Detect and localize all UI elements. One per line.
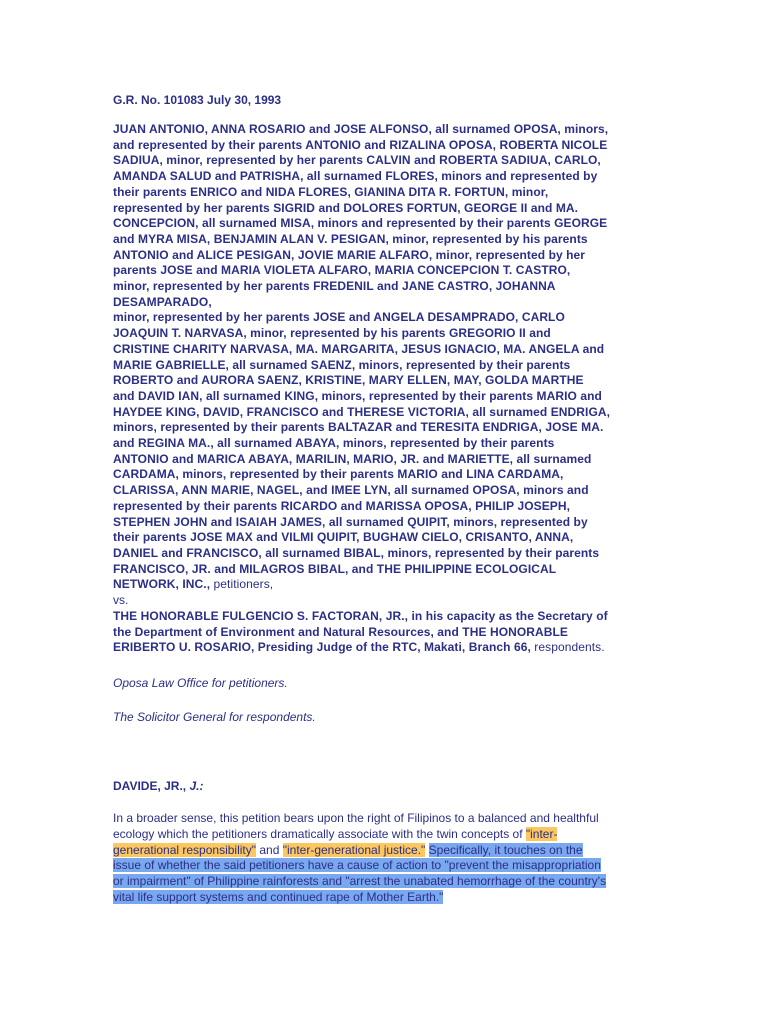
opinion-line [113, 843, 658, 859]
petitioners-label: petitioners, [210, 577, 274, 592]
party-line: AMANDA SALUD and PATRISHA, all surnamed FLORES, minors and represented by [113, 169, 598, 184]
respondents-last-line [113, 640, 658, 656]
opinion-line [113, 827, 658, 843]
party-line: minor, represented by her parents FREDENIL and JANE CASTRO, JOHANNA [113, 279, 556, 294]
opinion-text: ecology which the petitioners dramatically associate with the twin concepts of [113, 826, 526, 841]
party-line: the Department of Environment and Natural Resources, and THE HONORABLE [113, 624, 568, 639]
party-line: THE HONORABLE FULGENCIO S. FACTORAN, JR., in his capacity as the Secretary of [113, 608, 608, 623]
party-line: and REGINA MA., all surnamed ABAYA, minors, represented by their parents [113, 436, 555, 451]
opinion-paragraph [113, 811, 658, 906]
party-line: minors, represented by their parents BALTAZAR and TERESITA ENDRIGA, JOSE MA. [113, 420, 604, 435]
case-content [113, 93, 658, 904]
party-line: ANTONIO and ALICE PESIGAN, JOVIE MARIE ALFARO, minor, represented by her [113, 247, 586, 262]
opinion-line [113, 874, 658, 890]
party-line: represented by her parents SIGRID and DOLORES FORTUN, GEORGE II and MA. [113, 200, 579, 215]
party-line: HAYDEE KING, DAVID, FRANCISCO and THERESE VICTORIA, all surnamed ENDRIGA, [113, 404, 611, 419]
party-line: SADIUA, minor, represented by her parents CALVIN and ROBERTA SADIUA, CARLO, [113, 153, 601, 168]
versus-label: vs. [113, 593, 129, 608]
petitioners-block [113, 122, 658, 577]
ponente [113, 779, 203, 793]
party-line: their parents JOSE MAX and VILMI QUIPIT, BUGHAW CIELO, CRISANTO, ANNA, [113, 530, 574, 545]
highlight-orange[interactable]: generational responsibility" [113, 842, 257, 857]
party-line: DESAMPARADO, [113, 294, 212, 309]
counsel-petitioners: Oposa Law Office for petitioners. [113, 676, 288, 690]
party-line: represented by their parents RICARDO and MARISSA OPOSA, PHILIP JOSEPH, [113, 498, 571, 513]
highlight-blue[interactable]: issue of whether the said petitioners have a cause of action to "prevent the misappropriation [113, 858, 601, 873]
party-line: ANTONIO and MARICA ABAYA, MARILIN, MARIO, JR. and MARIETTE, all surnamed [113, 451, 592, 466]
party-line: their parents ENRICO and NIDA FLORES, GIANINA DITA R. FORTUN, minor, [113, 184, 549, 199]
petitioners-name-end: NETWORK, INC., [113, 577, 211, 592]
opinion-text: and [256, 842, 283, 857]
party-line: JUAN ANTONIO, ANNA ROSARIO and JOSE ALFONSO, all surnamed OPOSA, minors, [113, 122, 609, 136]
party-line: CRISTINE CHARITY NARVASA, MA. MARGARITA, JESUS IGNACIO, MA. ANGELA and [113, 341, 605, 356]
highlight-orange[interactable]: "inter-generational justice." [282, 842, 426, 857]
party-line: and represented by their parents ANTONIO and RIZALINA OPOSA, ROBERTA NICOLE [113, 137, 608, 152]
party-line: DANIEL and FRANCISCO, all surnamed BIBAL, minors, represented by their parents [113, 545, 600, 560]
respondents-name-end: ERIBERTO U. ROSARIO, Presiding Judge of the RTC, Makati, Branch 66, [113, 640, 531, 655]
opinion-line [113, 811, 658, 827]
party-line: CONCEPCION, all surnamed MISA, minors and represented by their parents GEORGE [113, 216, 608, 231]
opinion-line [113, 858, 658, 874]
opinion-line [113, 890, 658, 906]
party-line: ROBERTO and AURORA SAENZ, KRISTINE, MARY ELLEN, MAY, GOLDA MARTHE [113, 373, 584, 388]
author-title: J.: [189, 779, 204, 793]
party-line: JOAQUIN T. NARVASA, minor, represented by his parents GREGORIO II and [113, 326, 551, 341]
author-name: DAVIDE, JR., [113, 779, 190, 793]
highlight-blue[interactable]: vital life support systems and continued rape of Mother Earth." [113, 889, 444, 904]
respondents-label: respondents. [530, 640, 605, 655]
petitioners-last-line [113, 577, 658, 593]
party-line: and DAVID IAN, all surnamed KING, minors, represented by their parents MARIO and [113, 388, 602, 403]
case-citation: G.R. No. 101083 July 30, 1993 [113, 93, 282, 107]
party-line: minor, represented by her parents JOSE and ANGELA DESAMPRADO, CARLO [113, 310, 565, 325]
highlight-orange[interactable]: "inter- [525, 826, 558, 841]
party-line: STEPHEN JOHN and ISAIAH JAMES, all surnamed QUIPIT, minors, represented by [113, 514, 588, 529]
respondents-block [113, 609, 658, 640]
party-line: and MYRA MISA, BENJAMIN ALAN V. PESIGAN, minor, represented by his parents [113, 231, 588, 246]
highlight-blue[interactable]: Specifically, it touches on the [428, 842, 583, 857]
party-line: FRANCISCO, JR. and MILAGROS BIBAL, and THE PHILIPPINE ECOLOGICAL [113, 561, 557, 576]
party-line: CLARISSA, ANN MARIE, NAGEL, and IMEE LYN, all surnamed OPOSA, minors and [113, 483, 589, 498]
opinion-text: In a broader sense, this petition bears upon the right of Filipinos to a balanced and healthful [113, 811, 599, 825]
party-line: CARDAMA, minors, represented by their parents MARIO and LINA CARDAMA, [113, 467, 564, 482]
highlight-blue[interactable]: or impairment" of Philippine rainforests and "arrest the unabated hemorrhage of the country's [113, 874, 607, 889]
party-line: MARIE GABRIELLE, all surnamed SAENZ, minors, represented by their parents [113, 357, 571, 372]
party-line: parents JOSE and MARIA VIOLETA ALFARO, MARIA CONCEPCION T. CASTRO, [113, 263, 571, 278]
counsel-respondents: The Solicitor General for respondents. [113, 710, 316, 724]
